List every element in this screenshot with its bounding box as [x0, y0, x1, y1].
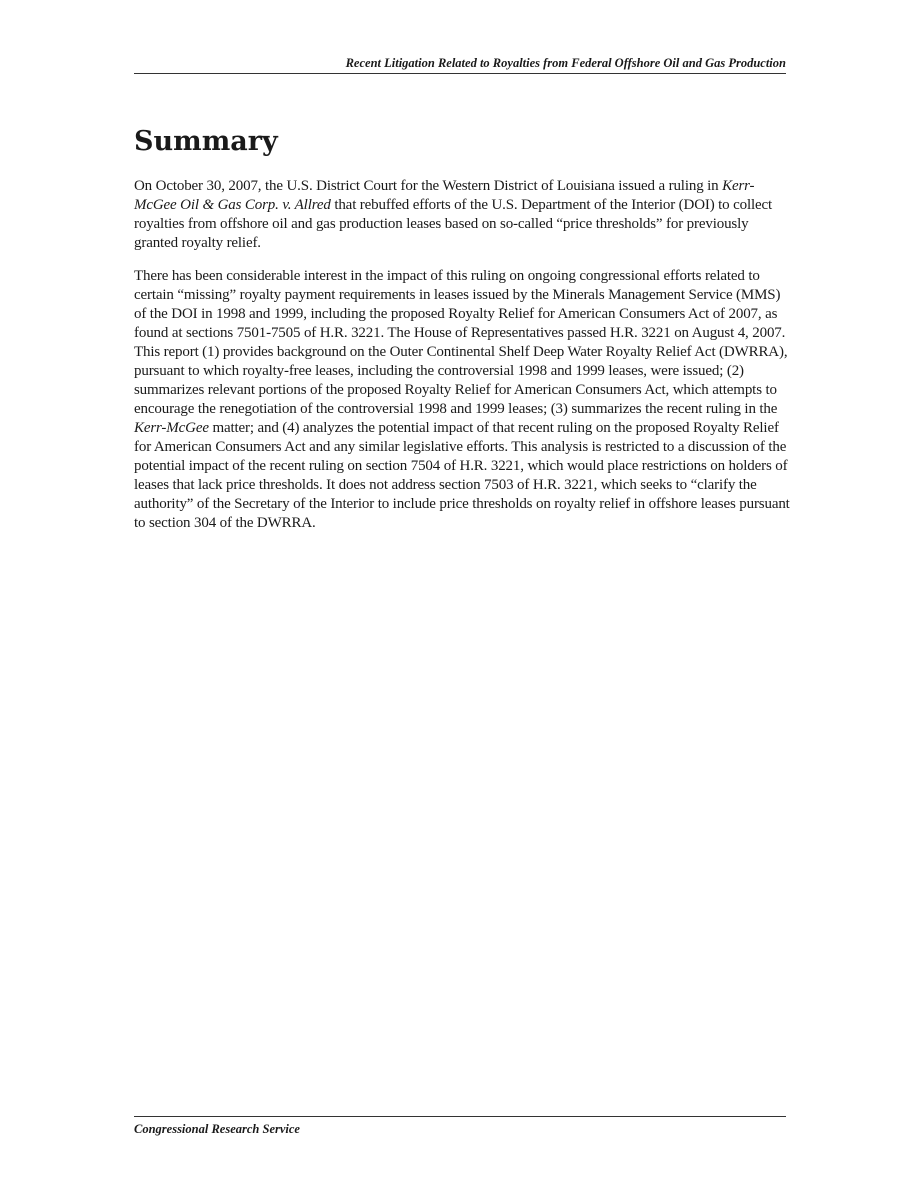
case-name: Kerr-McGee Oil & Gas Corp. v. Allred — [134, 178, 755, 213]
paragraph-1 — [134, 177, 794, 253]
running-header — [134, 55, 786, 74]
section-title: Summary — [134, 126, 278, 157]
paragraph-1-text-a: On October 30, 2007, the U.S. District Court for the Western District of Louisiana issued a ruling in — [134, 178, 723, 194]
case-short-name: Kerr-McGee — [134, 420, 209, 436]
paragraph-2-text-a: There has been considerable interest in the impact of this ruling on ongoing congressional efforts related to certain “missing” royalty payment requirements in leases issued by the Minerals Management Service (MMS) of the DOI in 1998 and 1999, including the proposed Royalty Relief for American Consumers Act of 2007, as found at sections 7501-7505 of H.R. 3221. The House of Representatives passed H.R. 3221 on August 4, 2007. This report (1) provides background on the Outer Continental Shelf Deep Water Royalty Relief Act (DWRRA), pursuant to which royalty-free leases, including the controversial 1998 and 1999 leases, were issued; (2) summarizes relevant portions of the proposed Royalty Relief for American Consumers Act, which attempts to encourage the renegotiation of the controversial 1998 and 1999 leases; (3) summarizes the recent ruling in the — [134, 268, 788, 417]
running-header-title: Recent Litigation Related to Royalties from Federal Offshore Oil and Gas Production — [345, 56, 786, 70]
paragraph-2 — [134, 267, 794, 533]
body-text — [134, 177, 794, 547]
running-footer — [134, 1116, 786, 1137]
footer-publisher: Congressional Research Service — [134, 1122, 300, 1136]
paragraph-1-text-b: that rebuffed efforts of the U.S. Department of the Interior (DOI) to collect royalties from offshore oil and gas production leases based on so-called “price thresholds” for previously granted royalty relief. — [134, 197, 773, 251]
paragraph-2-text-b: matter; and (4) analyzes the potential impact of that recent ruling on the proposed Royalty Relief for American Consumers Act and any similar legislative efforts. This analysis is restricted to a discussion of the potential impact of the recent ruling on section 7504 of H.R. 3221, which would place restrictions on holders of leases that lack price thresholds. It does not address section 7503 of H.R. 3221, which seeks to “clarify the authority” of the Secretary of the Interior to include price thresholds on royalty relief in offshore leases pursuant to section 304 of the DWRRA. — [134, 420, 790, 531]
